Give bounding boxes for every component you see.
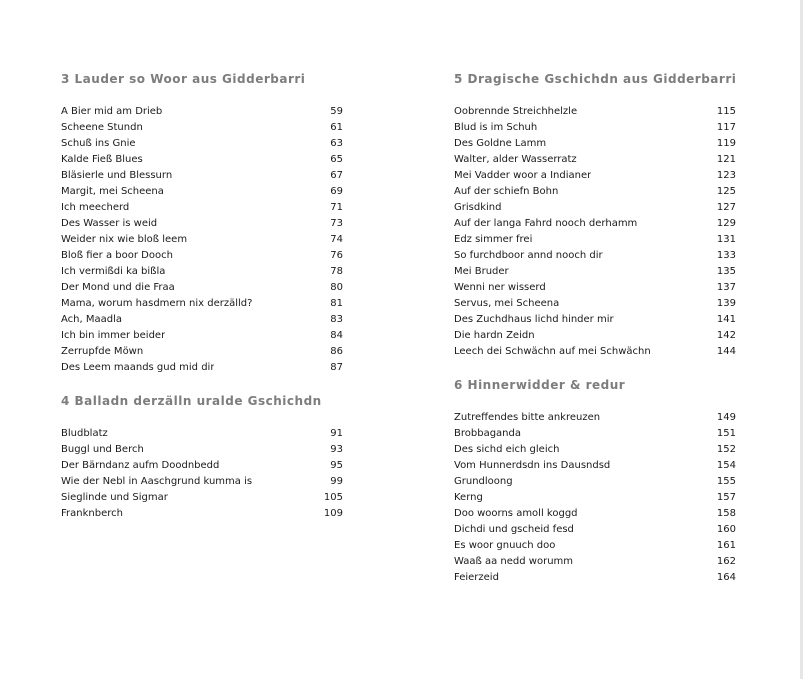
toc-entry-title: Grundloong <box>454 476 513 487</box>
toc-entry <box>61 506 343 522</box>
toc-entry <box>454 152 736 168</box>
toc-entry-title: Bläsierle und Blessurn <box>61 170 173 181</box>
toc-entry-page: 78 <box>330 266 343 277</box>
toc-entry-page: 149 <box>716 412 736 423</box>
toc-entry <box>61 168 343 184</box>
toc-entry-title: Ich vermißdi ka bißla <box>61 266 166 277</box>
toc-entry-title: Waaß aa nedd worumm <box>454 556 574 567</box>
toc-entry-title: Walter, alder Wasserratz <box>454 154 577 165</box>
toc-entry-title: Des Leem maands gud mid dir <box>61 362 215 373</box>
toc-entry-page: 142 <box>716 330 736 341</box>
toc-entry-list <box>454 104 736 360</box>
toc-entry-page: 71 <box>330 202 343 213</box>
toc-entry-title: Mei Bruder <box>454 266 509 277</box>
toc-entry-page: 161 <box>716 540 736 551</box>
toc-entry <box>454 200 736 216</box>
toc-entry-page: 86 <box>330 346 343 357</box>
toc-entry-page: 95 <box>330 460 343 471</box>
toc-entry <box>454 538 736 554</box>
toc-entry <box>454 104 736 120</box>
toc-entry <box>61 344 343 360</box>
toc-left-column <box>61 70 343 522</box>
toc-entry-page: 157 <box>716 492 736 503</box>
toc-entry-list <box>454 410 736 586</box>
toc-entry-title: So furchdboor annd nooch dir <box>454 250 603 261</box>
toc-entry-page: 133 <box>716 250 736 261</box>
toc-entry-page: 63 <box>330 138 343 149</box>
toc-entry <box>61 328 343 344</box>
toc-entry-page: 129 <box>716 218 736 229</box>
toc-entry-page: 109 <box>323 508 343 519</box>
toc-entry <box>61 200 343 216</box>
toc-entry-title: Vom Hunnerdsdn ins Dausndsd <box>454 460 611 471</box>
toc-entry <box>454 474 736 490</box>
toc-entry-title: Scheene Stundn <box>61 122 143 133</box>
toc-entry-page: 158 <box>716 508 736 519</box>
toc-entry-page: 59 <box>330 106 343 117</box>
toc-entry-title: Mama, worum hasdmern nix derzälld? <box>61 298 253 309</box>
toc-entry-page: 152 <box>716 444 736 455</box>
toc-entry-list <box>61 426 343 522</box>
toc-entry-title: Leech dei Schwächn auf mei Schwächn <box>454 346 651 357</box>
toc-entry <box>61 360 343 376</box>
toc-entry <box>454 248 736 264</box>
toc-entry-page: 61 <box>330 122 343 133</box>
toc-entry-page: 76 <box>330 250 343 261</box>
toc-entry <box>61 312 343 328</box>
toc-entry-page: 160 <box>716 524 736 535</box>
toc-entry-title: Dichdi und gscheid fesd <box>454 524 574 535</box>
toc-entry <box>61 248 343 264</box>
toc-entry-title: Blud is im Schuh <box>454 122 538 133</box>
toc-entry-title: Ich bin immer beider <box>61 330 166 341</box>
toc-chapter <box>61 70 343 376</box>
chapter-gap <box>454 360 736 376</box>
toc-entry-title: Edz simmer frei <box>454 234 533 245</box>
toc-entry <box>454 120 736 136</box>
toc-entry-title: Mei Vadder woor a Indianer <box>454 170 592 181</box>
toc-entry <box>454 522 736 538</box>
toc-entry-title: Bludblatz <box>61 428 108 439</box>
toc-entry-page: 73 <box>330 218 343 229</box>
toc-entry <box>454 184 736 200</box>
toc-entry-page: 65 <box>330 154 343 165</box>
toc-entry-title: Kerng <box>454 492 483 503</box>
toc-entry <box>61 184 343 200</box>
toc-entry-list <box>61 104 343 376</box>
toc-entry-page: 154 <box>716 460 736 471</box>
toc-entry <box>61 120 343 136</box>
toc-entry <box>61 104 343 120</box>
toc-entry <box>454 136 736 152</box>
toc-entry-title: Die hardn Zeidn <box>454 330 535 341</box>
chapter-gap <box>61 376 343 392</box>
chapter-title: 3 Lauder so Woor aus Gidderbarri <box>61 72 306 86</box>
toc-entry-title: Buggl und Berch <box>61 444 144 455</box>
toc-entry <box>61 264 343 280</box>
toc-entry-page: 125 <box>716 186 736 197</box>
toc-entry <box>61 442 343 458</box>
toc-entry <box>61 474 343 490</box>
toc-entry-title: Auf der langa Fahrd nooch derhamm <box>454 218 638 229</box>
toc-entry-page: 99 <box>330 476 343 487</box>
toc-entry-title: Grisdkind <box>454 202 502 213</box>
toc-entry <box>454 264 736 280</box>
toc-entry <box>454 232 736 248</box>
toc-entry-title: Zutreffendes bitte ankreuzen <box>454 412 601 423</box>
toc-entry <box>454 410 736 426</box>
toc-entry-title: Des Wasser is weid <box>61 218 158 229</box>
toc-entry-page: 155 <box>716 476 736 487</box>
toc-entry <box>454 458 736 474</box>
toc-entry <box>454 216 736 232</box>
toc-entry <box>61 490 343 506</box>
toc-entry <box>454 426 736 442</box>
toc-entry <box>61 136 343 152</box>
toc-entry <box>454 554 736 570</box>
toc-entry-page: 162 <box>716 556 736 567</box>
toc-entry <box>61 216 343 232</box>
toc-entry-title: Doo woorns amoll koggd <box>454 508 578 519</box>
toc-entry-title: Der Bärndanz aufm Doodnbedd <box>61 460 220 471</box>
toc-entry <box>454 442 736 458</box>
toc-entry-page: 117 <box>716 122 736 133</box>
toc-entry-page: 123 <box>716 170 736 181</box>
toc-entry <box>61 458 343 474</box>
toc-entry-title: Ach, Maadla <box>61 314 122 325</box>
toc-entry-page: 74 <box>330 234 343 245</box>
toc-entry <box>61 426 343 442</box>
toc-entry-page: 93 <box>330 444 343 455</box>
toc-entry-title: Des Goldne Lamm <box>454 138 547 149</box>
toc-entry <box>454 168 736 184</box>
toc-entry-title: Des Zuchdhaus lichd hinder mir <box>454 314 614 325</box>
toc-entry-page: 151 <box>716 428 736 439</box>
toc-entry-title: Es woor gnuuch doo <box>454 540 556 551</box>
toc-entry-title: Der Mond und die Fraa <box>61 282 175 293</box>
toc-entry-page: 81 <box>330 298 343 309</box>
toc-entry-page: 139 <box>716 298 736 309</box>
toc-entry-title: Ich meecherd <box>61 202 130 213</box>
toc-entry-title: A Bier mid am Drieb <box>61 106 163 117</box>
toc-chapter <box>454 70 736 360</box>
toc-entry-page: 87 <box>330 362 343 373</box>
toc-right-column <box>454 70 736 586</box>
toc-entry-page: 164 <box>716 572 736 583</box>
toc-entry <box>61 296 343 312</box>
toc-entry <box>454 490 736 506</box>
toc-entry-page: 141 <box>716 314 736 325</box>
toc-entry <box>61 152 343 168</box>
toc-entry-page: 67 <box>330 170 343 181</box>
toc-entry-title: Margit, mei Scheena <box>61 186 164 197</box>
toc-entry-page: 105 <box>323 492 343 503</box>
toc-entry-title: Servus, mei Scheena <box>454 298 560 309</box>
toc-entry <box>454 328 736 344</box>
toc-entry-title: Des sichd eich gleich <box>454 444 560 455</box>
toc-entry-page: 135 <box>716 266 736 277</box>
toc-entry <box>454 506 736 522</box>
toc-entry-title: Franknberch <box>61 508 123 519</box>
toc-entry-page: 127 <box>716 202 736 213</box>
toc-entry <box>454 296 736 312</box>
toc-entry-title: Kalde Fieß Blues <box>61 154 143 165</box>
toc-entry-page: 144 <box>716 346 736 357</box>
toc-entry <box>454 570 736 586</box>
toc-entry-title: Wenni ner wisserd <box>454 282 546 293</box>
toc-entry-page: 69 <box>330 186 343 197</box>
toc-entry-title: Bloß fier a boor Dooch <box>61 250 173 261</box>
toc-chapter <box>61 392 343 522</box>
toc-entry <box>61 232 343 248</box>
toc-entry <box>454 344 736 360</box>
toc-entry-title: Wie der Nebl in Aaschgrund kumma is <box>61 476 253 487</box>
toc-entry-title: Sieglinde und Sigmar <box>61 492 168 503</box>
toc-entry <box>454 280 736 296</box>
toc-entry-title: Schuß ins Gnie <box>61 138 136 149</box>
toc-chapter <box>454 376 736 586</box>
chapter-title: 5 Dragische Gschichdn aus Gidderbarri <box>454 72 737 86</box>
toc-entry <box>454 312 736 328</box>
toc-entry-title: Oobrennde Streichhelzle <box>454 106 578 117</box>
toc-entry-page: 84 <box>330 330 343 341</box>
toc-entry-title: Auf der schiefn Bohn <box>454 186 559 197</box>
toc-entry-page: 83 <box>330 314 343 325</box>
toc-entry-title: Weider nix wie bloß leem <box>61 234 188 245</box>
toc-entry-page: 115 <box>716 106 736 117</box>
toc-entry-page: 91 <box>330 428 343 439</box>
toc-entry-title: Zerrupfde Möwn <box>61 346 144 357</box>
toc-entry-page: 131 <box>716 234 736 245</box>
chapter-title: 6 Hinnerwidder & redur <box>454 378 626 392</box>
toc-entry-page: 137 <box>716 282 736 293</box>
toc-entry-title: Feierzeid <box>454 572 499 583</box>
toc-entry-page: 119 <box>716 138 736 149</box>
toc-entry-page: 121 <box>716 154 736 165</box>
toc-entry-page: 80 <box>330 282 343 293</box>
toc-entry <box>61 280 343 296</box>
toc-entry-title: Brobbaganda <box>454 428 521 439</box>
chapter-title: 4 Balladn derzälln uralde Gschichdn <box>61 394 322 408</box>
